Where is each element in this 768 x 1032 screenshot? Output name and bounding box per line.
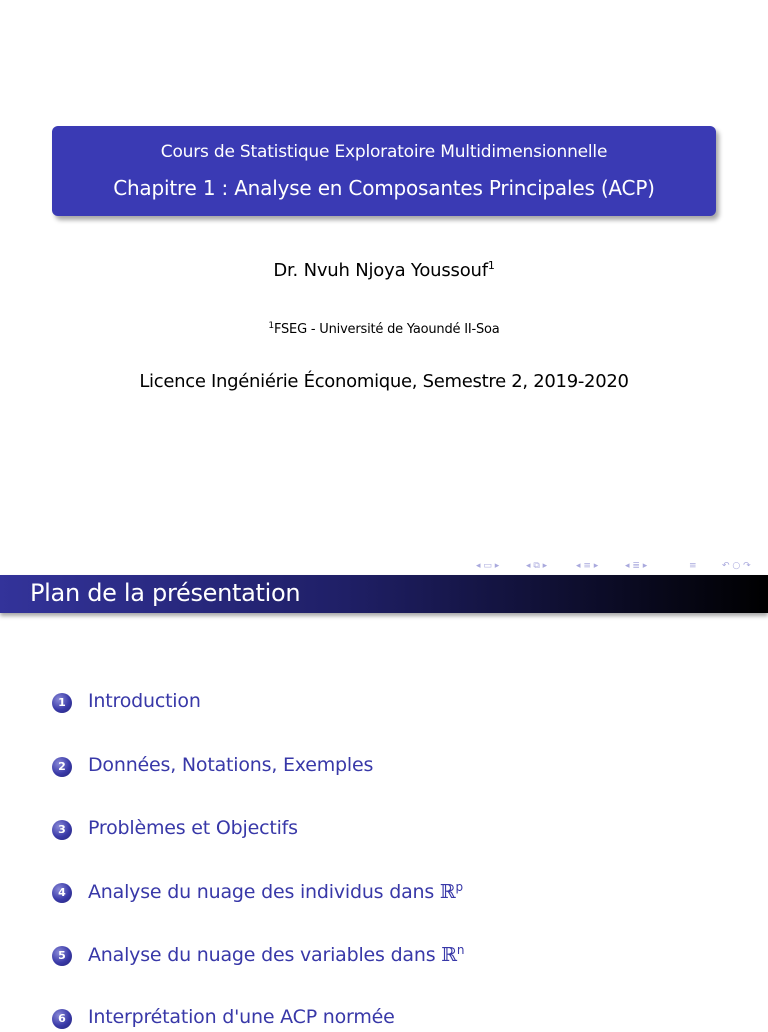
author — [0, 259, 768, 281]
item-label: Données, Notations, Exemples — [88, 754, 374, 776]
math-symbol: ℝ — [441, 944, 457, 966]
institute-name: FSEG - Université de Yaoundé II-Soa — [273, 322, 500, 337]
nav-search-icon[interactable]: ↶ ○ ↷ — [722, 561, 751, 571]
institute-footnote-mark: 1 — [268, 321, 274, 331]
institute — [0, 321, 768, 337]
item-label: Introduction — [88, 690, 201, 712]
nav-subsection-icon[interactable]: ◂ ⧉ ▸ — [526, 561, 548, 571]
title-block — [52, 126, 716, 216]
frame-title-bar — [0, 575, 768, 613]
math-superscript: p — [455, 880, 463, 894]
math-symbol: ℝ — [439, 881, 456, 903]
item-number-badge: 6 — [52, 1009, 72, 1029]
nav-align-icon[interactable]: ≡ — [689, 561, 697, 571]
item-label: Analyse du nuage des individus dans ℝ$^p$ — [88, 880, 463, 903]
item-label: Analyse du nuage des variables dans ℝ$^n$ — [88, 943, 465, 966]
math-superscript: n — [456, 943, 465, 957]
frame-title: Plan de la présentation — [30, 579, 301, 607]
author-name: Dr. Nvuh Njoya Youssouf — [273, 260, 488, 281]
nav-frame-icon[interactable]: ◂ ▭ ▸ — [476, 561, 500, 571]
item-number-badge: 1 — [52, 693, 72, 713]
item-number-badge: 4 — [52, 883, 72, 903]
item-number-badge: 3 — [52, 820, 72, 840]
item-label: Problèmes et Objectifs — [88, 817, 298, 839]
beamer-navigation-bar — [476, 561, 768, 573]
author-footnote-mark: 1 — [487, 259, 495, 272]
course-subtitle: Cours de Statistique Exploratoire Multidimensionnelle — [160, 142, 608, 162]
item-number-badge: 2 — [52, 757, 72, 777]
nav-section-icon[interactable]: ◂ ≡ ▸ — [576, 561, 599, 571]
nav-section-icon[interactable]: ◂ ≣ ▸ — [625, 561, 648, 571]
item-label: Interprétation d'une ACP normée — [88, 1006, 395, 1028]
chapter-title: Chapitre 1 : Analyse en Composantes Principales (ACP) — [113, 176, 655, 200]
item-number-badge: 5 — [52, 946, 72, 966]
course-date-line: Licence Ingéniérie Économique, Semestre 2, 2019-2020 — [139, 371, 629, 392]
